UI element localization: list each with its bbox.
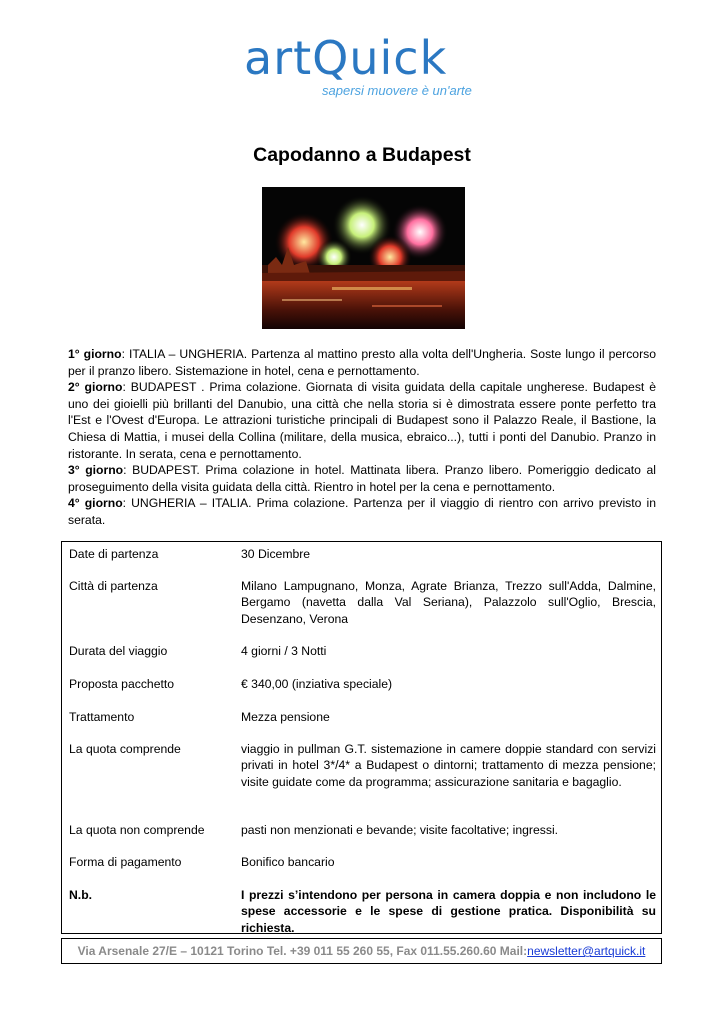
logo-tagline: sapersi muovere è un'arte: [322, 83, 472, 98]
logo-wordmark: artQuick: [244, 31, 448, 85]
day-label: 1° giorno: [68, 347, 122, 361]
row-value: Mezza pensione: [241, 710, 330, 724]
itinerary-day-1: [68, 346, 656, 379]
row-value: viaggio in pullman G.T. sistemazione in camere doppie standard con servizi privati in hotel 3*/4* a Budapest o dintorni; trattamento di mezza pensione; visite guidate come da programma; assicurazione sanitaria e bagaglio.: [241, 742, 656, 789]
row-label: N.b.: [69, 888, 93, 902]
day-description: : ITALIA – UNGHERIA. Partenza al mattino presto alla volta dell'Ungheria. Soste lungo il percorso per il pranzo libero. Sistemazione in hotel, cena e pernottamento.: [68, 347, 656, 378]
row-label: Date di partenza: [69, 547, 159, 561]
day-description: : BUDAPEST . Prima colazione. Giornata di visita guidata della capitale ungherese. Budapest è uno dei gioielli più brillanti del Danubio, una città che nella storia si è dimostrata essere ponte perfetto tra l'Est e l'Ovest d'Europa. Le attrazioni turistiche principali di Budapest sono il Palazzo Reale, il Bastione, la Chiesa di Mattia, i musei della Collina (militare, della musica, ebraico...), tutti i ponti del Danubio. Pranzo in ristorante. In serata, cena e pernottamento.: [68, 380, 656, 461]
row-label: La quota comprende: [69, 742, 181, 756]
day-description: : BUDAPEST. Prima colazione in hotel. Mattinata libera. Pranzo libero. Pomeriggio dedicato al proseguimento della visita guidata della città. Rientro in hotel per la cena e pernottamento.: [68, 463, 656, 494]
row-value: I prezzi s’intendono per persona in camera doppia e non includono le spese accessorie e le spese di gestione pratica. Disponibilità su richiesta.: [241, 888, 656, 935]
row-label: La quota non comprende: [69, 823, 205, 837]
row-value: 4 giorni / 3 Notti: [241, 644, 327, 658]
itinerary-day-4: [68, 495, 656, 528]
itinerary-day-3: [68, 462, 656, 495]
itinerary-day-2: [68, 379, 656, 462]
row-label: Città di partenza: [69, 579, 158, 593]
row-value: Milano Lampugnano, Monza, Agrate Brianza, Trezzo sull'Adda, Dalmine, Bergamo (navetta dalla Val Seriana), Palazzolo sull'Oglio, Brescia, Desenzano, Verona: [241, 579, 656, 626]
day-label: 2° giorno: [68, 380, 123, 395]
row-value: 30 Dicembre: [241, 547, 311, 561]
row-value: € 340,00 (inziativa speciale): [241, 677, 393, 691]
day-description: : UNGHERIA – ITALIA. Prima colazione. Partenza per il viaggio di rientro con arrivo previsto in serata.: [68, 496, 656, 527]
row-value: Bonifico bancario: [241, 855, 335, 869]
itinerary-text: [68, 346, 656, 529]
page-title: Capodanno a Budapest: [253, 144, 471, 166]
trip-details-table: [61, 541, 662, 934]
row-label: Forma di pagamento: [69, 855, 182, 869]
day-label: 4° giorno: [68, 496, 123, 511]
email-link[interactable]: newsletter@artquick.it: [527, 944, 646, 958]
row-label: Trattamento: [69, 710, 135, 724]
footer-contact: [61, 938, 662, 964]
row-label: Proposta pacchetto: [69, 677, 175, 691]
fireworks-photo: [262, 187, 465, 329]
footer-address: Via Arsenale 27/E – 10121 Torino Tel. +39 011 55 260 55, Fax 011.55.260.60 Mail:: [77, 944, 528, 958]
row-value: pasti non menzionati e bevande; visite facoltative; ingressi.: [241, 823, 559, 837]
row-label: Durata del viaggio: [69, 644, 168, 658]
day-label: 3° giorno: [68, 463, 124, 478]
artquick-logo: [240, 31, 490, 102]
